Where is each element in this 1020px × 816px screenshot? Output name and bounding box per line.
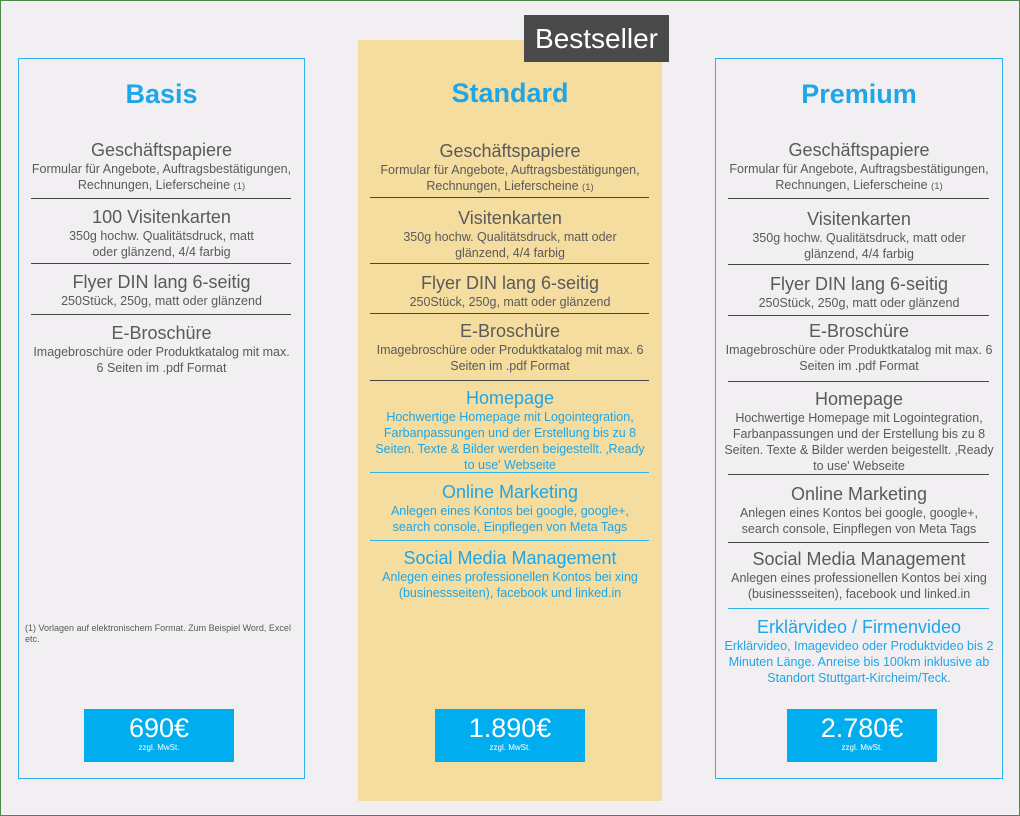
feature-visitenkarten: [19, 206, 304, 260]
divider: [728, 198, 989, 199]
feature-desc: [358, 162, 662, 196]
feature-title: Geschäftspapiere: [90, 140, 233, 160]
feature-desc: Anlegen eines Kontos bei google, google+, search console, Einpflegen von Meta Tags: [739, 506, 979, 536]
footnote-ref: (1): [233, 181, 246, 192]
divider: [370, 263, 649, 264]
feature-flyer: [19, 271, 304, 309]
feature-title: Online Marketing: [790, 484, 928, 504]
price-box-basis: [84, 709, 234, 762]
feature-desc: 250Stück, 250g, matt oder glänzend: [61, 294, 262, 308]
divider: [370, 313, 649, 314]
feature-geschaeftspapiere: [716, 139, 1002, 195]
divider: [31, 198, 291, 199]
feature-title: Homepage: [814, 389, 904, 409]
footnote-ref: (1): [582, 182, 594, 193]
divider: [728, 474, 989, 475]
price-box-premium: [787, 709, 937, 762]
feature-title: Social Media Management: [752, 549, 966, 569]
divider: [728, 542, 989, 543]
divider: [728, 264, 989, 265]
price-tax-note: zzgl. MwSt.: [138, 743, 180, 752]
feature-geschaeftspapiere: [19, 139, 304, 195]
price-amount: 1.890€: [468, 713, 552, 743]
feature-desc-text: Formular für Angebote, Auftragsbestätigungen, Rechnungen, Lieferscheine: [31, 162, 292, 192]
feature-title: Flyer DIN lang 6-seitig: [769, 274, 949, 294]
feature-title: Visitenkarten: [807, 209, 911, 229]
plan-card-standard: [358, 40, 662, 801]
feature-online-marketing: [716, 483, 1002, 537]
plan-title-premium: Premium: [801, 79, 917, 109]
feature-desc: [716, 161, 1002, 195]
feature-flyer: [716, 273, 1002, 311]
feature-e-broschuere: [19, 322, 304, 376]
feature-homepage: [716, 388, 1002, 474]
feature-desc: Hochwertige Homepage mit Logointegration, Farbanpassungen und der Erstellung bis zu 8 Seiten. Texte & Bilder werden beigestellt. ‚Ready to use' Webseite: [724, 411, 994, 473]
divider: [370, 472, 649, 473]
feature-desc: Imagebroschüre oder Produktkatalog mit max. 6 Seiten im .pdf Format: [33, 345, 290, 375]
feature-desc: 350g hochw. Qualitätsdruck, matt oder glänzend, 4/4 farbig: [403, 230, 617, 260]
divider: [728, 608, 989, 609]
feature-desc: Imagebroschüre oder Produktkatalog mit max. 6 Seiten im .pdf Format: [376, 343, 644, 373]
divider: [370, 380, 649, 381]
feature-desc-text: Formular für Angebote, Auftragsbestätigungen, Rechnungen, Lieferscheine: [380, 163, 640, 193]
feature-title: Flyer DIN lang 6-seitig: [420, 273, 600, 293]
plan-title-basis: Basis: [125, 79, 198, 109]
feature-desc: 250Stück, 250g, matt oder glänzend: [409, 295, 611, 309]
feature-title: Visitenkarten: [458, 208, 562, 228]
divider: [370, 197, 649, 198]
feature-homepage: [358, 387, 662, 473]
feature-desc: Anlegen eines professionellen Kontos bei xing (businessseiten), facebook und linked.in: [731, 571, 987, 601]
feature-title: E-Broschüre: [459, 321, 561, 341]
price-tax-note: zzgl. MwSt.: [841, 743, 883, 752]
feature-desc: 350g hochw. Qualitätsdruck, matt oder glänzend, 4/4 farbig: [69, 229, 254, 259]
feature-title: Erklärvideo / Firmenvideo: [756, 617, 962, 637]
feature-title: Social Media Management: [403, 548, 617, 568]
divider: [31, 314, 291, 315]
feature-title: Flyer DIN lang 6-seitig: [72, 272, 251, 292]
feature-desc: Anlegen eines professionellen Kontos bei xing (businessseiten), facebook und linked.in: [382, 570, 638, 600]
footnote: (1) Vorlagen auf elektronischem Format. Zum Beispiel Word, Excel etc.: [25, 623, 291, 644]
feature-desc: [19, 161, 304, 195]
feature-desc: 250Stück, 250g, matt oder glänzend: [758, 296, 960, 310]
feature-visitenkarten: [358, 207, 662, 261]
divider: [31, 263, 291, 264]
feature-title: Homepage: [465, 388, 555, 408]
feature-desc: Imagebroschüre oder Produktkatalog mit max. 6 Seiten im .pdf Format: [725, 343, 993, 373]
plan-card-premium: [715, 58, 1003, 779]
feature-desc: Anlegen eines Kontos bei google, google+, search console, Einpflegen von Meta Tags: [390, 504, 630, 534]
feature-title: E-Broschüre: [808, 321, 910, 341]
footnote-ref: (1): [931, 181, 943, 192]
feature-social-media: [358, 547, 662, 601]
divider: [728, 381, 989, 382]
price-amount: 690€: [128, 713, 190, 743]
feature-title: Geschäftspapiere: [788, 140, 930, 160]
price-amount: 2.780€: [820, 713, 904, 743]
feature-title: E-Broschüre: [111, 323, 212, 343]
plan-card-basis: [18, 58, 305, 779]
price-tax-note: zzgl. MwSt.: [489, 743, 531, 752]
feature-title: 100 Visitenkarten: [92, 207, 231, 227]
divider: [728, 315, 989, 316]
feature-online-marketing: [358, 481, 662, 535]
feature-erklaervideo: [716, 616, 1002, 686]
feature-title: Online Marketing: [441, 482, 579, 502]
feature-desc: Erklärvideo, Imagevideo oder Produktvideo bis 2 Minuten Länge. Anreise bis 100km inklusive ab Standort Stuttgart-Kircheim/Teck.: [724, 639, 994, 685]
feature-social-media: [716, 548, 1002, 602]
feature-title: Geschäftspapiere: [439, 141, 581, 161]
feature-e-broschuere: [716, 320, 1002, 374]
feature-desc-text: Formular für Angebote, Auftragsbestätigungen, Rechnungen, Lieferscheine: [729, 162, 989, 192]
feature-desc: 350g hochw. Qualitätsdruck, matt oder glänzend, 4/4 farbig: [752, 231, 966, 261]
feature-e-broschuere: [358, 320, 662, 374]
feature-desc: Hochwertige Homepage mit Logointegration, Farbanpassungen und der Erstellung bis zu 8 Seiten. Texte & Bilder werden beigestellt. ‚Ready to use' Webseite: [375, 410, 645, 472]
feature-geschaeftspapiere: [358, 140, 662, 196]
feature-flyer: [358, 272, 662, 310]
bestseller-badge: Bestseller: [524, 15, 669, 62]
plan-title-standard: Standard: [451, 78, 569, 108]
divider: [370, 540, 649, 541]
price-box-standard: [435, 709, 585, 762]
feature-visitenkarten: [716, 208, 1002, 262]
